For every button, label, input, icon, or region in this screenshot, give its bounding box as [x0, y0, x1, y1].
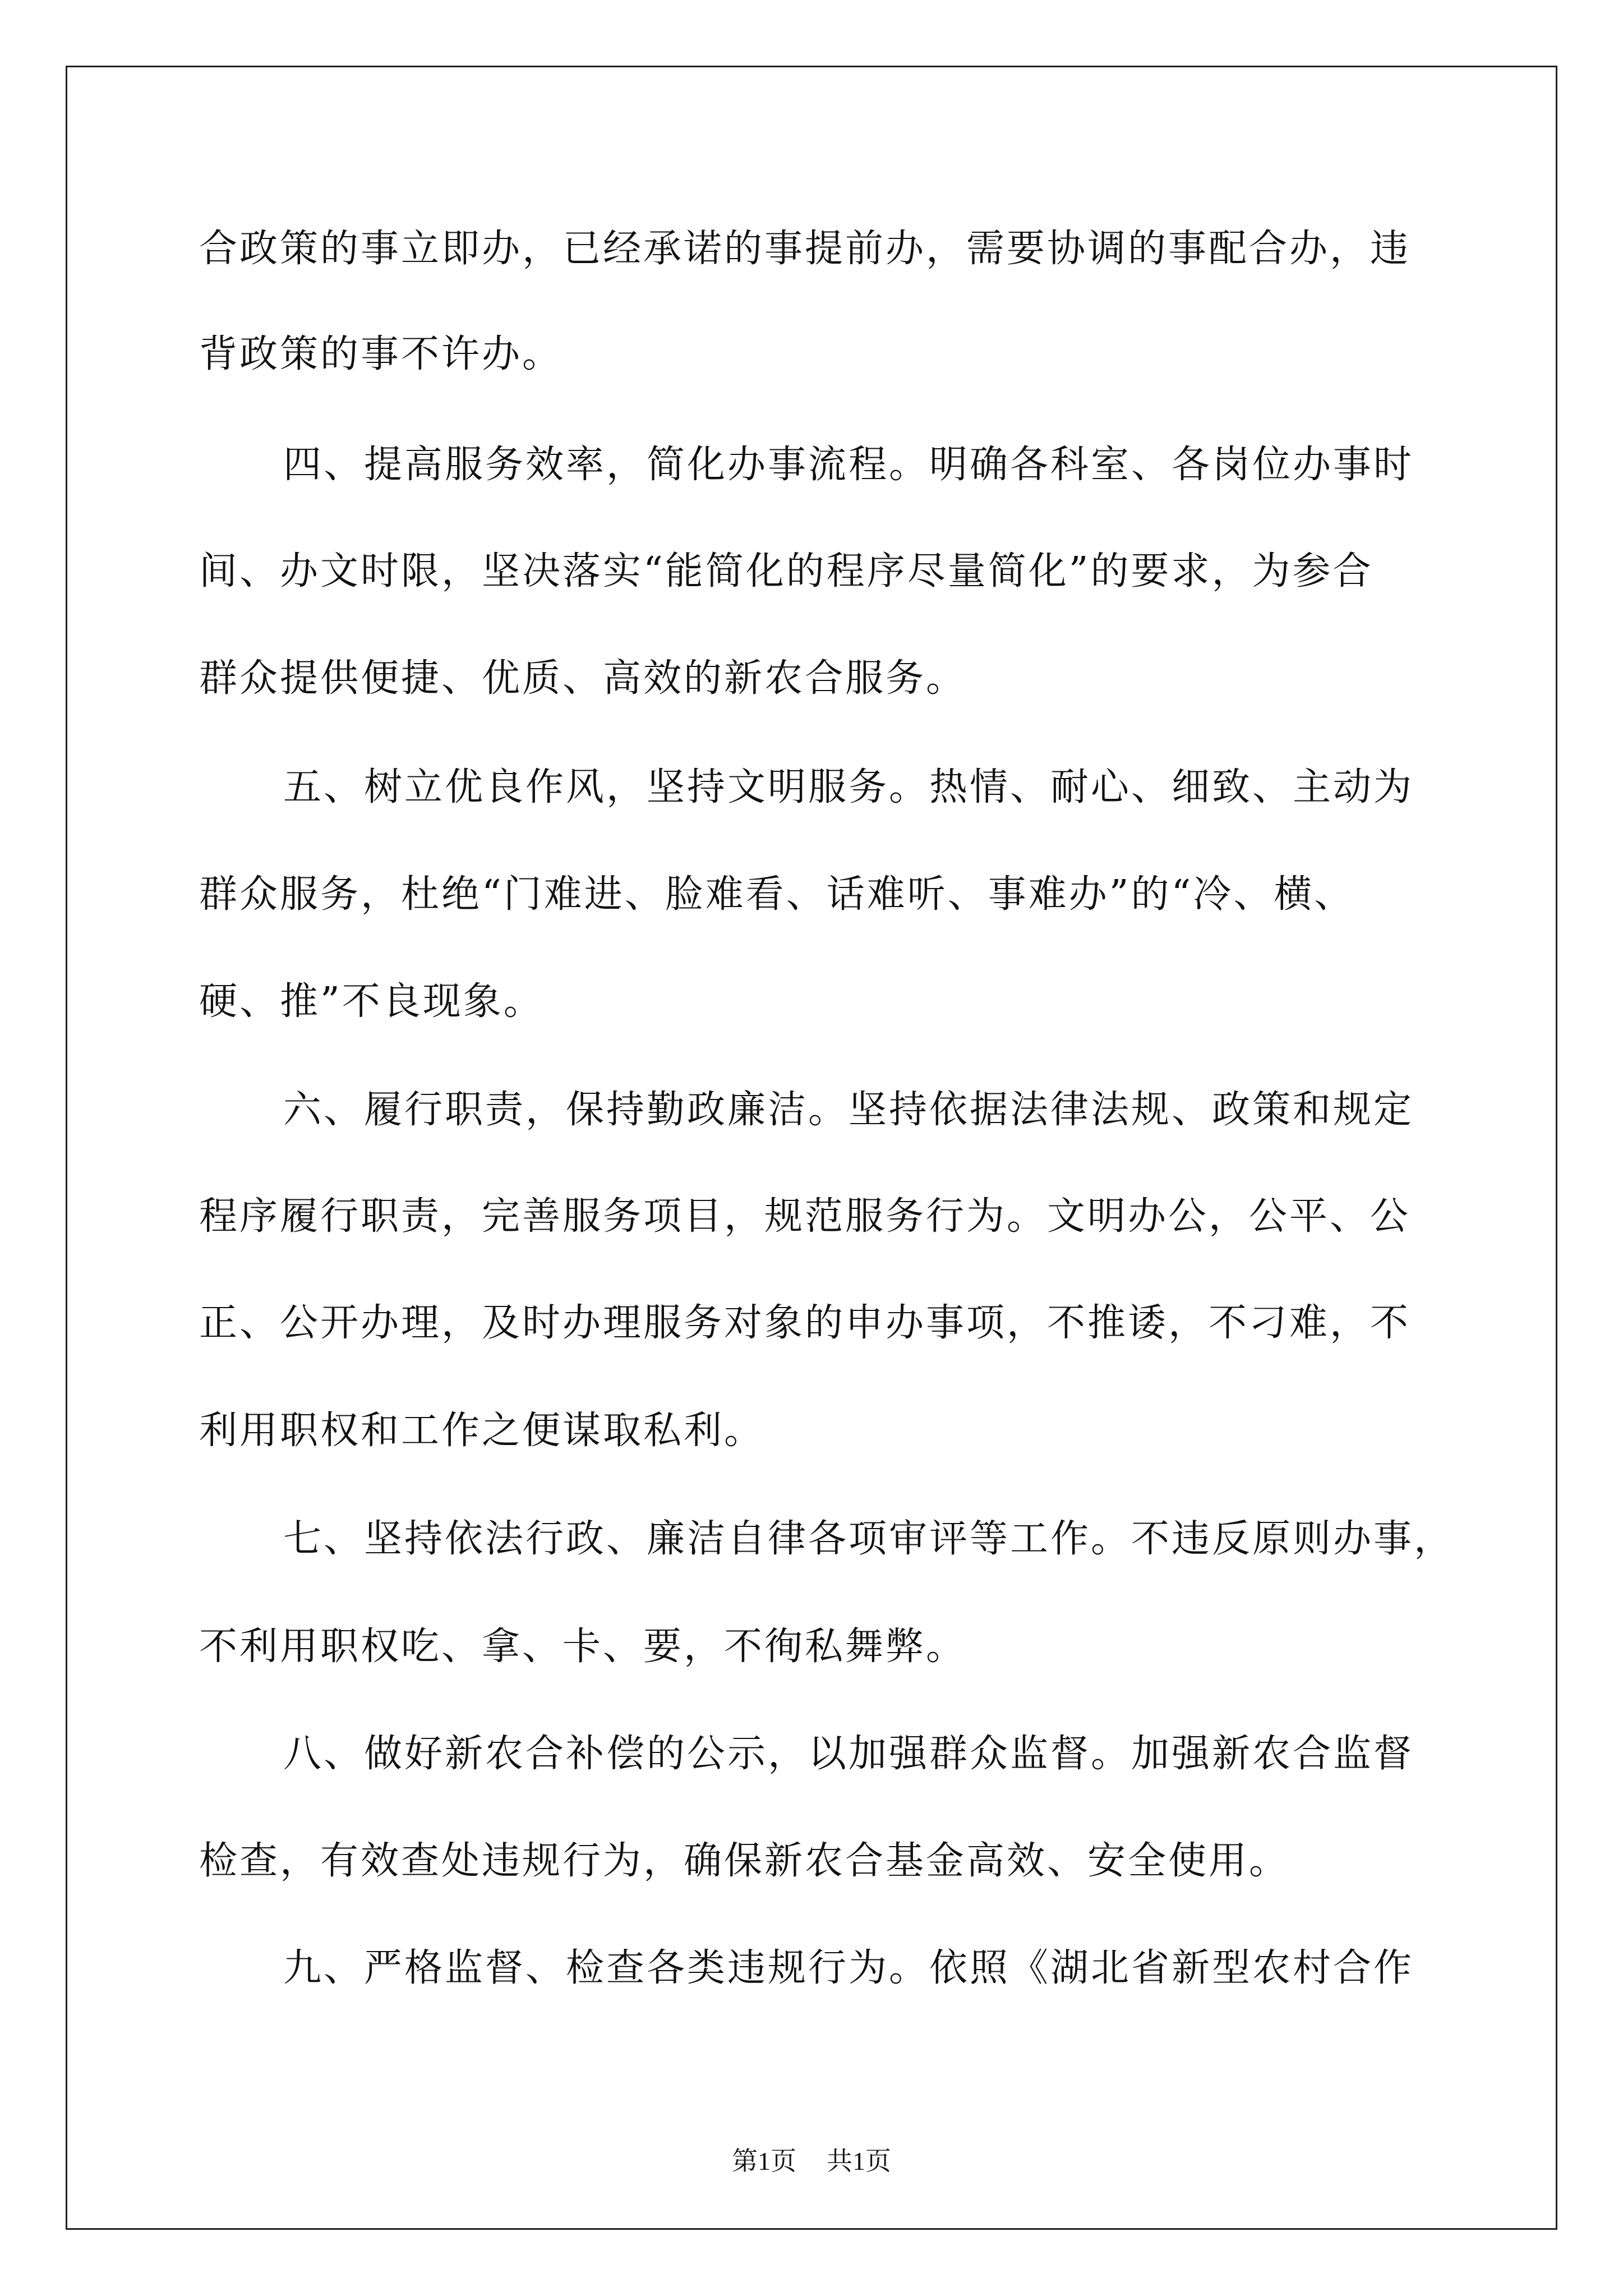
page-number-label: 第1页 [732, 2147, 796, 2175]
body-line-4: 间、办文时限，坚决落实“能简化的程序尽量简化”的要求，为参合 [199, 549, 1373, 593]
body-line-8: 硬、推”不良现象。 [199, 979, 544, 1024]
page-footer [0, 2148, 1623, 2174]
body-line-12: 利用职权和工作之便谋取私利。 [199, 1409, 765, 1453]
body-line-7: 群众服务，杜绝“门难进、脸难看、话难听、事难办”的“冷、横、 [199, 872, 1355, 917]
page-border [66, 66, 1557, 2230]
body-line-11: 正、公开办理，及时办理服务对象的申办事项，不推诿，不刁难，不 [199, 1301, 1411, 1345]
body-line-13: 七、坚持依法行政、廉洁自律各项审评等工作。不违反原则办事， [283, 1517, 1455, 1561]
page-total-label: 共1页 [827, 2147, 891, 2175]
body-line-16: 检查，有效查处违规行为，确保新农合基金高效、安全使用。 [199, 1839, 1290, 1883]
body-line-6: 五、树立优良作风，坚持文明服务。热情、耐心、细致、主动为 [283, 765, 1414, 809]
body-line-2: 背政策的事不许办。 [199, 332, 563, 376]
body-line-15: 八、做好新农合补偿的公示，以加强群众监督。加强新农合监督 [283, 1732, 1414, 1776]
body-line-5: 群众提供便捷、优质、高效的新农合服务。 [199, 656, 967, 701]
body-line-9: 六、履行职责，保持勤政廉洁。坚持依据法律法规、政策和规定 [283, 1088, 1414, 1132]
body-line-17: 九、严格监督、检查各类违规行为。依照《湖北省新型农村合作 [283, 1946, 1414, 1990]
body-line-1: 合政策的事立即办，已经承诺的事提前办，需要协调的事配合办，违 [199, 227, 1411, 271]
body-line-3: 四、提高服务效率，简化办事流程。明确各科室、各岗位办事时 [283, 443, 1414, 487]
body-line-14: 不利用职权吃、拿、卡、要，不徇私舞弊。 [199, 1625, 967, 1669]
body-line-10: 程序履行职责，完善服务项目，规范服务行为。文明办公，公平、公 [199, 1194, 1411, 1239]
